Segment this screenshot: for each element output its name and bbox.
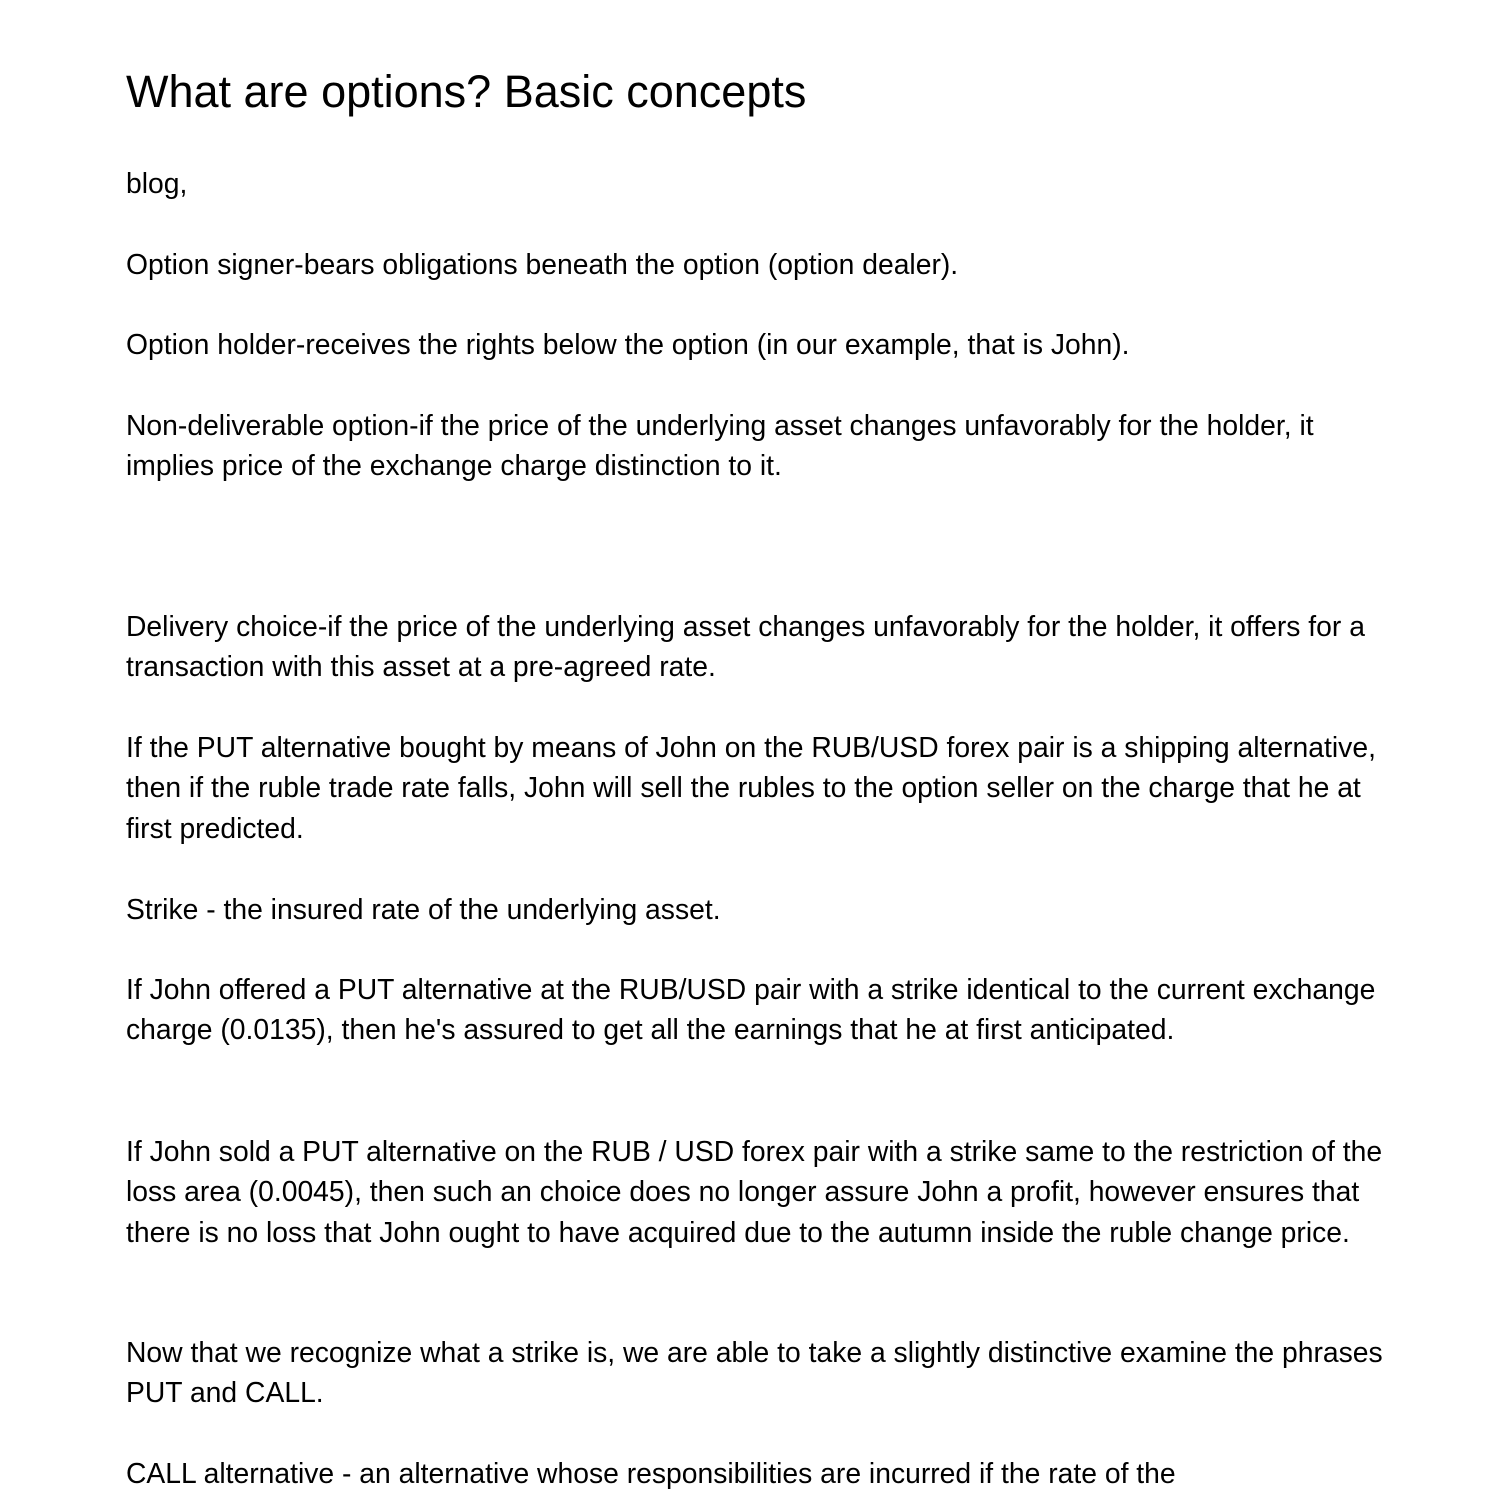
paragraph-option-holder: Option holder-receives the rights below the option (in our example, that is John). xyxy=(126,328,1130,360)
paragraph-non-deliverable-option: Non-deliverable option-if the price of the underlying asset changes unfavorably for the holder, it implies price of the exchange charge distinction to it. xyxy=(126,409,1314,482)
paragraph-blog: blog, xyxy=(126,167,188,199)
paragraph-delivery-choice: Delivery choice-if the price of the underlying asset changes unfavorably for the holder, it offers for a transaction with this asset at a pre-agreed rate. xyxy=(126,610,1365,683)
paragraph-call-alternative: CALL alternative - an alternative whose responsibilities are incurred if the rate of the xyxy=(126,1457,1176,1489)
document-title: What are options? Basic concepts xyxy=(126,66,807,117)
paragraph-strike: Strike - the insured rate of the underlying asset. xyxy=(126,893,721,925)
paragraph-put-shipping: If the PUT alternative bought by means of John on the RUB/USD forex pair is a shipping alternative, then if the ruble trade rate falls, John will sell the rubles to the option seller on the charge that he at first predicted. xyxy=(126,731,1376,844)
paragraph-put-and-call: Now that we recognize what a strike is, we are able to take a slightly distinctive examine the phrases PUT and CALL. xyxy=(126,1336,1383,1409)
paragraph-option-signer: Option signer-bears obligations beneath the option (option dealer). xyxy=(126,248,959,280)
paragraph-put-current-rate: If John offered a PUT alternative at the RUB/USD pair with a strike identical to the current exchange charge (0.0135), then he's assured to get all the earnings that he at first anticipated. xyxy=(126,973,1376,1046)
paragraph-put-loss-area: If John sold a PUT alternative on the RUB / USD forex pair with a strike same to the restriction of the loss area (0.0045), then such an choice does no longer assure John a profit, however ensures that there is no loss that John ought to have acquired due to the autumn inside the ruble change price. xyxy=(126,1135,1383,1248)
